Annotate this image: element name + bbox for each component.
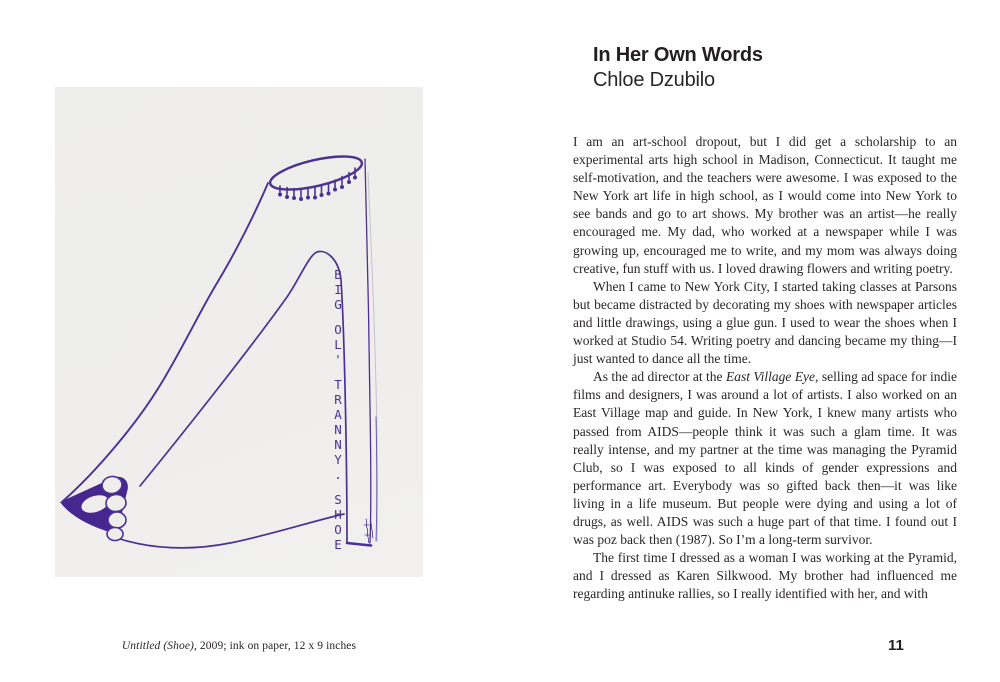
opening-fringe-lines [280, 168, 355, 197]
page-number: 11 [888, 637, 904, 654]
caption-artwork-title: Untitled (Shoe) [121, 640, 194, 652]
shoe-opening-ellipse [267, 150, 364, 196]
page-title: In Her Own Words [593, 44, 763, 66]
opening-fringe-dots [278, 176, 357, 202]
artwork-caption [55, 640, 423, 652]
heel-tip [347, 543, 371, 546]
sole-curve [117, 514, 344, 548]
body-paragraph: As the ad director at the East Village Eye, selling ad space for indie films and designers, I was around a lot of artists. I also worked on an East Village map and guide. In New York, I knew many artists who passed from AIDS—people think it was such a glam time. It was really intense, and my partner at the time was managing the Pyramid Club, so I was exposed to all kinds of gender expressions and performance art. Everybody was so gifted back then—it was like living in a life museum. But people were dying and using a lot of drugs, as well. AIDS was such a huge part of that time. I found out I was poz back then (1987). So I’m a long-term survivor. [573, 369, 957, 548]
shoe-inscription: B I G O L ' T R A N N Y . S H O E [334, 267, 342, 552]
article-body [573, 133, 957, 603]
author-name: Chloe Dzubilo [593, 69, 715, 91]
artwork-photo [55, 87, 423, 577]
heel-back-seam-inner [376, 417, 377, 541]
body-paragraph: When I came to New York City, I started taking classes at Parsons but became distracted by decorating my shoes with newspaper articles and little drawings, using a glue gun. I used to wear the shoes when I worked at Studio 54. Writing poetry and dancing became my thing—I just wanted to dance all the time. [573, 278, 957, 367]
instep-curve [140, 252, 347, 542]
artist-signature [364, 519, 373, 543]
body-paragraph: I am an art-school dropout, but I did get a scholarship to an experimental arts high school in Madison, Connecticut. It taught me self-motivation, and the teachers were awesome. I was exposed to the New York art life in high school, as I would come into New York to see bands and go to art shows. My brother was an artist—he really encouraged me. My dad, who worked at a newspaper while I was growing up, encouraged me to write, and my mom was always doing creative, fun stuff with us. I loved drawing flowers and writing poetry. [573, 134, 957, 276]
shoe-drawing [55, 87, 423, 577]
caption-details: , 2009; ink on paper, 12 x 9 inches [193, 640, 357, 652]
body-paragraph: The first time I dressed as a woman I was working at the Pyramid, and I dressed as Karen Silkwood. My brother had influenced me regarding antinuke rallies, so I really identified with her, and with [573, 550, 957, 602]
title-block [593, 43, 957, 93]
